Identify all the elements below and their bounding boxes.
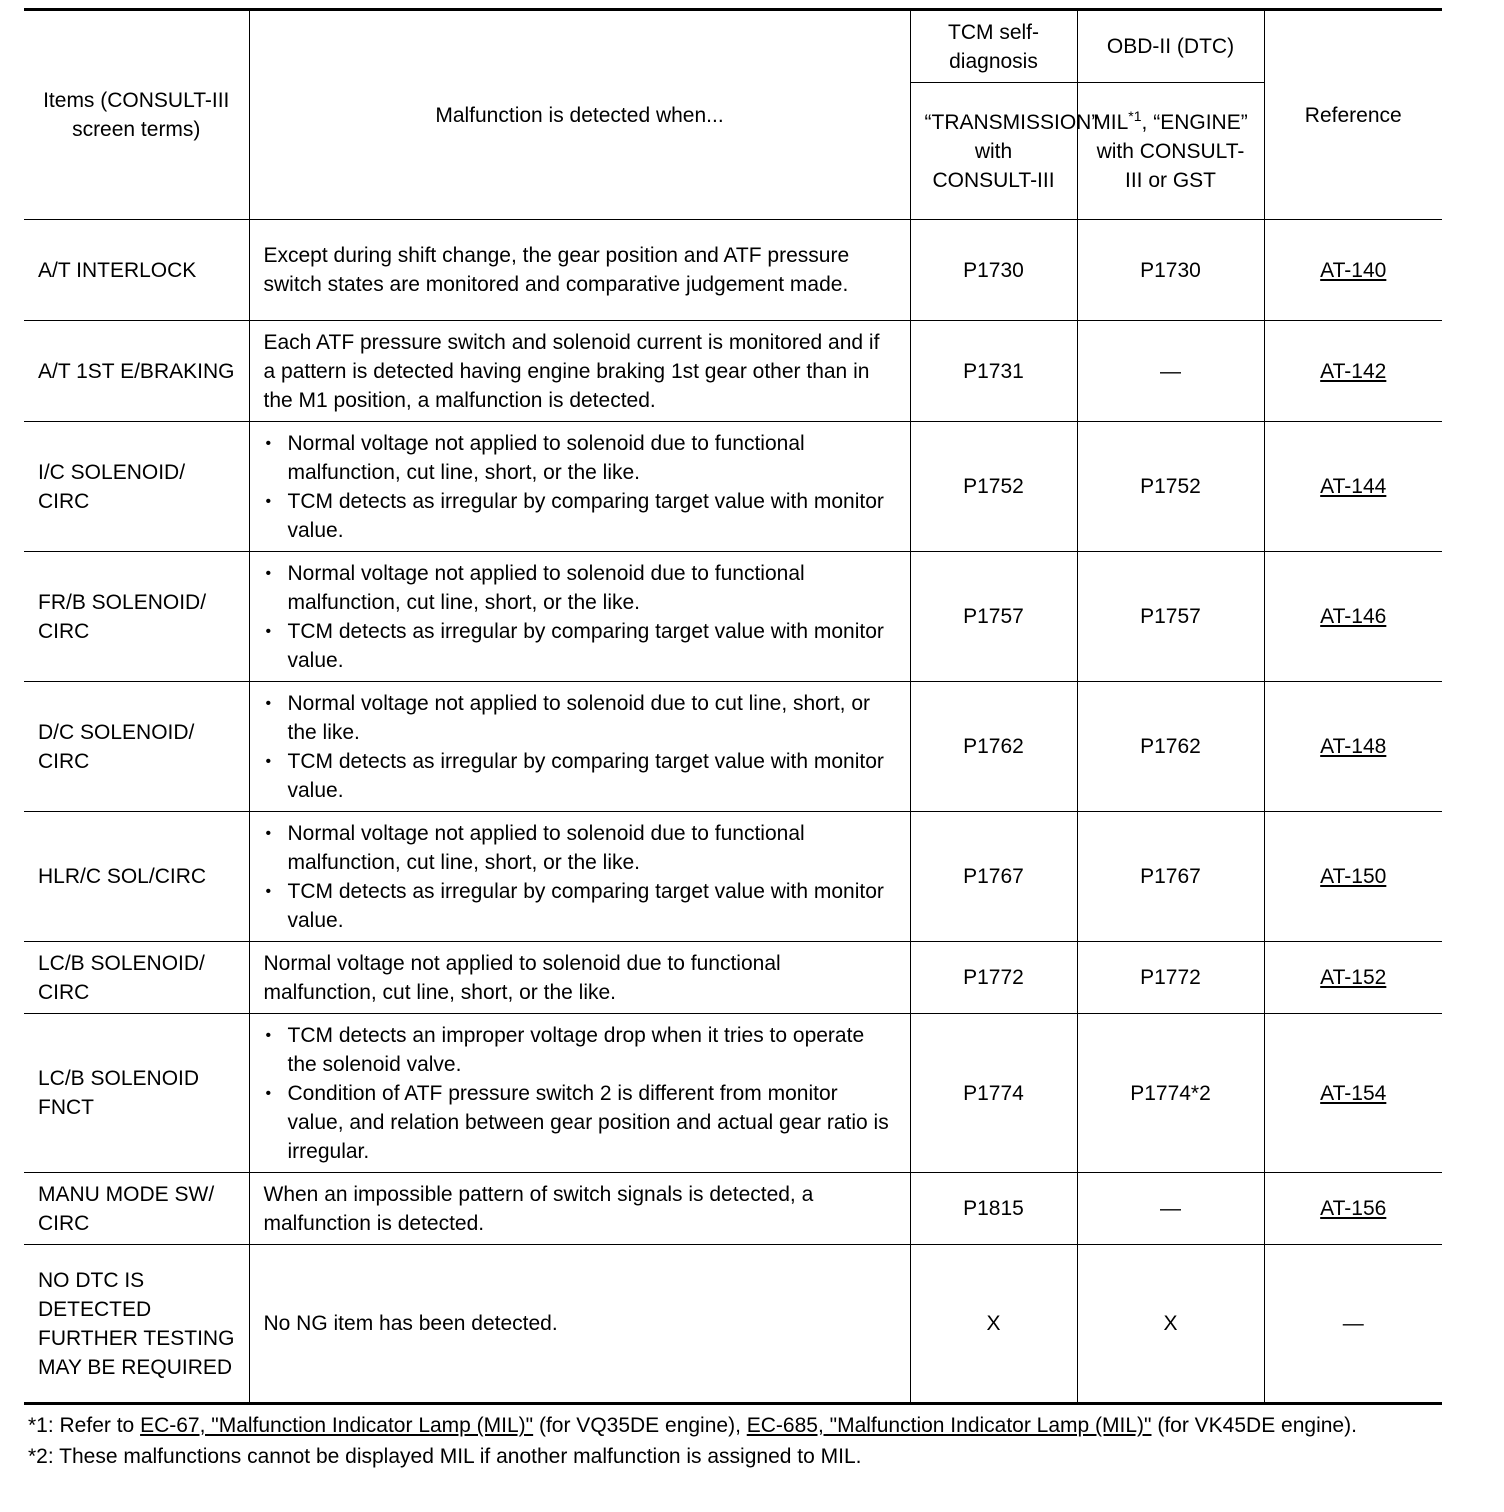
malfunction-cell: Each ATF pressure switch and solenoid current is monitored and if a pattern is detected having engine braking 1st gear other than in the M1 position, a malfunction is detected. xyxy=(249,321,910,422)
bullet-item: • TCM detects as irregular by comparing target value with monitor value. xyxy=(264,617,896,675)
header-tcm-consult: “TRANSMISSION” with CONSULT-III xyxy=(910,83,1077,220)
bullet-item: • Normal voltage not applied to solenoid due to functional malfunction, cut line, short, or the like. xyxy=(264,429,896,487)
bullet-item: • TCM detects as irregular by comparing target value with monitor value. xyxy=(264,747,896,805)
bullet-list xyxy=(264,559,896,675)
malfunction-cell xyxy=(249,422,910,552)
malfunction-cell xyxy=(249,682,910,812)
reference-link[interactable]: AT-156 xyxy=(1264,1173,1442,1245)
obd-code-cell: — xyxy=(1077,1173,1264,1245)
table-row xyxy=(24,552,1442,682)
footnote-1: *1: Refer to EC-67, "Malfunction Indicator Lamp (MIL)" (for VQ35DE engine), EC-685, "Malfunction Indicator Lamp (MIL)" (for VK45DE engine). xyxy=(28,1414,1357,1437)
item-cell: A/T 1ST E/BRAKING xyxy=(24,321,249,422)
malfunction-cell xyxy=(249,1014,910,1173)
header-reference: Reference xyxy=(1264,10,1442,220)
item-cell: D/C SOLENOID/ CIRC xyxy=(24,682,249,812)
malfunction-cell: When an impossible pattern of switch signals is detected, a malfunction is detected. xyxy=(249,1173,910,1245)
obd-code-cell: — xyxy=(1077,321,1264,422)
obd-code-cell: P1730 xyxy=(1077,220,1264,321)
table-row xyxy=(24,682,1442,812)
tcm-code-cell: P1730 xyxy=(910,220,1077,321)
item-cell: A/T INTERLOCK xyxy=(24,220,249,321)
reference-link[interactable]: AT-154 xyxy=(1264,1014,1442,1173)
malfunction-cell: Except during shift change, the gear position and ATF pressure switch states are monitored and comparative judgement made. xyxy=(249,220,910,321)
bullet-item: • Normal voltage not applied to solenoid due to functional malfunction, cut line, short, or the like. xyxy=(264,819,896,877)
tcm-code-cell: P1762 xyxy=(910,682,1077,812)
item-cell: MANU MODE SW/ CIRC xyxy=(24,1173,249,1245)
tcm-code-cell: P1757 xyxy=(910,552,1077,682)
table-row xyxy=(24,1245,1442,1404)
tcm-code-cell: P1774 xyxy=(910,1014,1077,1173)
bullet-item: • TCM detects as irregular by comparing target value with monitor value. xyxy=(264,877,896,935)
bullet-list xyxy=(264,429,896,545)
tcm-code-cell: P1772 xyxy=(910,942,1077,1014)
bullet-item: • Condition of ATF pressure switch 2 is different from monitor value, and relation between gear position and actual gear ratio is irregular. xyxy=(264,1079,896,1166)
bullet-list xyxy=(264,819,896,935)
header-items: Items (CONSULT-III screen terms) xyxy=(24,10,249,220)
tcm-code-cell: P1767 xyxy=(910,812,1077,942)
reference-link[interactable]: AT-152 xyxy=(1264,942,1442,1014)
tcm-code-cell: P1731 xyxy=(910,321,1077,422)
item-cell: I/C SOLENOID/ CIRC xyxy=(24,422,249,552)
bullet-list xyxy=(264,1021,896,1166)
tcm-code-cell: P1752 xyxy=(910,422,1077,552)
table-row xyxy=(24,812,1442,942)
reference-link: — xyxy=(1264,1245,1442,1404)
obd-code-cell: P1774*2 xyxy=(1077,1014,1264,1173)
bullet-list xyxy=(264,689,896,805)
header-malfunction: Malfunction is detected when... xyxy=(249,10,910,220)
bullet-item: • TCM detects an improper voltage drop when it tries to operate the solenoid valve. xyxy=(264,1021,896,1079)
reference-link[interactable]: AT-142 xyxy=(1264,321,1442,422)
item-cell: HLR/C SOL/CIRC xyxy=(24,812,249,942)
item-cell: FR/B SOLENOID/ CIRC xyxy=(24,552,249,682)
item-cell: LC/B SOLENOID/ CIRC xyxy=(24,942,249,1014)
malfunction-cell xyxy=(249,552,910,682)
footnotes xyxy=(28,1410,1458,1472)
table-row xyxy=(24,422,1442,552)
footnote-2: *2: These malfunctions cannot be displayed MIL if another malfunction is assigned to MIL. xyxy=(28,1445,862,1468)
table-row xyxy=(24,1014,1442,1173)
malfunction-cell xyxy=(249,812,910,942)
bullet-item: • Normal voltage not applied to solenoid due to cut line, short, or the like. xyxy=(264,689,896,747)
table-row xyxy=(24,1173,1442,1245)
link-ec-67[interactable]: EC-67, "Malfunction Indicator Lamp (MIL)" xyxy=(140,1414,534,1437)
table-row xyxy=(24,220,1442,321)
header-obd-mil: MIL$^{*1}$, “ENGINE” with CONSULT-III or GST xyxy=(1077,83,1264,220)
obd-code-cell: P1762 xyxy=(1077,682,1264,812)
item-cell: LC/B SOLENOID FNCT xyxy=(24,1014,249,1173)
table-row xyxy=(24,321,1442,422)
tcm-code-cell: P1815 xyxy=(910,1173,1077,1245)
tcm-code-cell: X xyxy=(910,1245,1077,1404)
reference-link[interactable]: AT-140 xyxy=(1264,220,1442,321)
reference-link[interactable]: AT-150 xyxy=(1264,812,1442,942)
obd-code-cell: P1772 xyxy=(1077,942,1264,1014)
obd-code-cell: P1757 xyxy=(1077,552,1264,682)
reference-link[interactable]: AT-148 xyxy=(1264,682,1442,812)
reference-link[interactable]: AT-144 xyxy=(1264,422,1442,552)
header-tcm-self-diagnosis: TCM self-diagnosis xyxy=(910,10,1077,83)
dtc-table-body xyxy=(24,220,1442,1404)
item-cell: NO DTC IS DETECTED FURTHER TESTING MAY BE REQUIRED xyxy=(24,1245,249,1404)
link-ec-685[interactable]: EC-685, "Malfunction Indicator Lamp (MIL)" xyxy=(746,1414,1152,1437)
obd-code-cell: X xyxy=(1077,1245,1264,1404)
table-row xyxy=(24,942,1442,1014)
dtc-table xyxy=(24,8,1442,1405)
malfunction-cell: No NG item has been detected. xyxy=(249,1245,910,1404)
bullet-item: • Normal voltage not applied to solenoid due to functional malfunction, cut line, short, or the like. xyxy=(264,559,896,617)
reference-link[interactable]: AT-146 xyxy=(1264,552,1442,682)
obd-code-cell: P1752 xyxy=(1077,422,1264,552)
header-obd-dtc: OBD-II (DTC) xyxy=(1077,10,1264,83)
obd-code-cell: P1767 xyxy=(1077,812,1264,942)
bullet-item: • TCM detects as irregular by comparing target value with monitor value. xyxy=(264,487,896,545)
malfunction-cell: Normal voltage not applied to solenoid due to functional malfunction, cut line, short, or the like. xyxy=(249,942,910,1014)
